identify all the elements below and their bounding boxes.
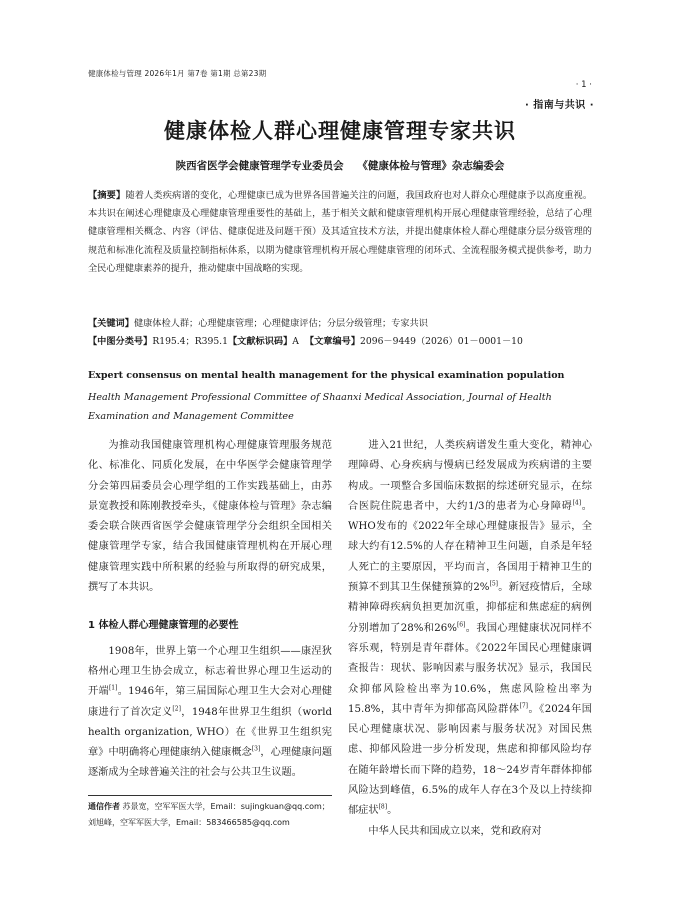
abstract (88, 187, 592, 278)
citation-ref[interactable]: [5] (489, 580, 498, 588)
article-number-label: 【文章编号】 (304, 336, 361, 347)
citation-ref[interactable]: [3] (251, 745, 261, 753)
text-fragment: 。我国心理健康状况同样不容乐观，特别是青年群体。《2022年国民心理健康调查报告：现状、影响因素与服务状况》显示，我国民众抑郁风险检出率为10.6%，焦虑风险检出率为15.8%，其中青年为抑郁高风险群体 (348, 622, 592, 715)
citation-ref[interactable]: [4] (572, 499, 582, 507)
class-number: R195.4；R395.1 (152, 336, 228, 347)
keywords (88, 315, 592, 329)
citation-ref[interactable]: [8] (378, 803, 388, 811)
page-number: · 1 · (575, 80, 592, 90)
body-paragraph-policy: 中华人民共和国成立以来，党和政府对 (368, 825, 542, 837)
text-fragment: 。1946年，第三届国际心理卫生大会对心理健康进行了首次定义 (88, 686, 332, 718)
doc-code-label: 【文献标识码】 (227, 336, 293, 347)
text-fragment: 1908年，世界上第一个心理卫生组织——康涅狄格州心理卫生协会成立，标志着世界心理卫生运动的开端 (88, 645, 332, 698)
section-label: · 指南与共识 · (524, 100, 594, 111)
english-affiliation: Health Management Professional Committee of Shaanxi Medical Association, Journal of Health Examination and Management Committee (88, 392, 552, 422)
text-fragment: ，心理健康问题逐渐成为全球普遍关注的社会与公共卫生议题。 (88, 747, 333, 779)
doc-code: A (292, 336, 299, 347)
right-column (348, 436, 592, 842)
paper-title: 健康体检人群心理健康管理专家共识 (164, 118, 516, 143)
text-fragment: 。 (387, 805, 398, 817)
text-fragment: 进入21世纪，人类疾病谱发生重大变化，精神心理障碍、心身疾病与慢病已经发展成为疾病谱的主要构成。一项整合多国临床数据的综述研究显示，在综合医院住院患者中，大约1/3的患者为心身障碍 (348, 440, 592, 512)
text-fragment: 。新冠疫情后，全球精神障碍疾病负担更加沉重，抑郁症和焦虑症的病例分别增加了28%和26% (348, 582, 592, 634)
citation-ref[interactable]: [7] (519, 702, 529, 710)
body-paragraph-history (88, 642, 332, 784)
text-fragment: 。WHO发布的《2022年全球心理健康报告》显示，全球大约有12.5%的人存在精神卫生问题，自杀是年轻人死亡的主要原因，平均而言，各国用于精神卫生的预算不到其卫生保健预算的2% (348, 500, 592, 594)
footnote-label: 通信作者 (88, 802, 120, 811)
text-fragment: 。《2024年国民心理健康状况、影响因素与服务状况》对国民焦虑、抑郁风险进一步分析发现，焦虑和抑郁风险均存在随年龄增长而下降的趋势，18～24岁青年群体抑郁风险达到峰值，6.5%的成年人存在3个及以上持续抑郁症状 (348, 703, 592, 817)
citation-ref[interactable]: [1] (108, 684, 118, 692)
footnote-text: 苏景宽，空军军医大学，Email：sujingkuan@qq.com；刘旭峰，空军军医大学，Email：583466585@qq.com (88, 802, 330, 827)
citation-ref[interactable]: [6] (456, 621, 466, 629)
english-title: Expert consensus on mental health management for the physical examination population (88, 370, 565, 381)
abstract-label: 【摘要】 (88, 190, 126, 201)
classification-line (88, 333, 592, 347)
corresponding-author-footnote (88, 795, 332, 831)
keywords-text: 健康体检人群；心理健康管理；心理健康评估；分层分级管理；专家共识 (133, 318, 428, 329)
class-label: 【中图分类号】 (88, 336, 153, 347)
keywords-label: 【关键词】 (88, 318, 134, 329)
left-column (88, 436, 332, 784)
citation-ref[interactable]: [2] (172, 705, 181, 713)
article-number: 2096－9449（2026）01－0001－10 (360, 336, 523, 347)
text-fragment: ，1948年世界卫生组织（world health organization, WHO）在《世界卫生组织宪章》中明确将心理健康纳入健康概念 (88, 706, 333, 759)
section-heading-1: 1 体检人群心理健康管理的必要性 (88, 620, 239, 632)
paper-authors: 陕西省医学会健康管理学专业委员会 《健康体检与管理》杂志编委会 (175, 160, 505, 172)
journal-header: 健康体检与管理 2026年1月 第7卷 第1期 总第23期 (88, 69, 267, 78)
body-paragraph-21st-century (348, 436, 592, 822)
abstract-text: 随着人类疾病谱的变化，心理健康已成为世界各国普遍关注的问题，我国政府也对人群众心理健康予以高度重视。本共识在阐述心理健康及心理健康管理重要性的基础上，基于相关文献和健康管理机构开展心理健康管理经验，总结了心理健康管理相关概念、内容（评估、健康促进及问题干预）及其适宜技术方法，并提出健康体检人群心理健康分层分级管理的规范和标准化流程及质量控制指标体系，以期为健康管理机构开展心理健康管理的闭环式、全流程服务模式提供参考，助力全民心理健康素养的提升，推动健康中国战略的实现。 (88, 190, 593, 274)
body-paragraph-intro: 为推动我国健康管理机构心理健康管理服务规范化、标准化、同质化发展，在中华医学会健康管理学分会第四届委员会心理学组的工作实践基础上，由苏景宽教授和陈刚教授牵头，《健康体检与管理》杂志编委会联合陕西省医学会健康管理学分会组织全国相关健康管理学专家，结合我国健康管理机构在开展心理健康管理实践中所积累的经验与所取得的研究成果，撰写了本共识。 (88, 440, 332, 594)
